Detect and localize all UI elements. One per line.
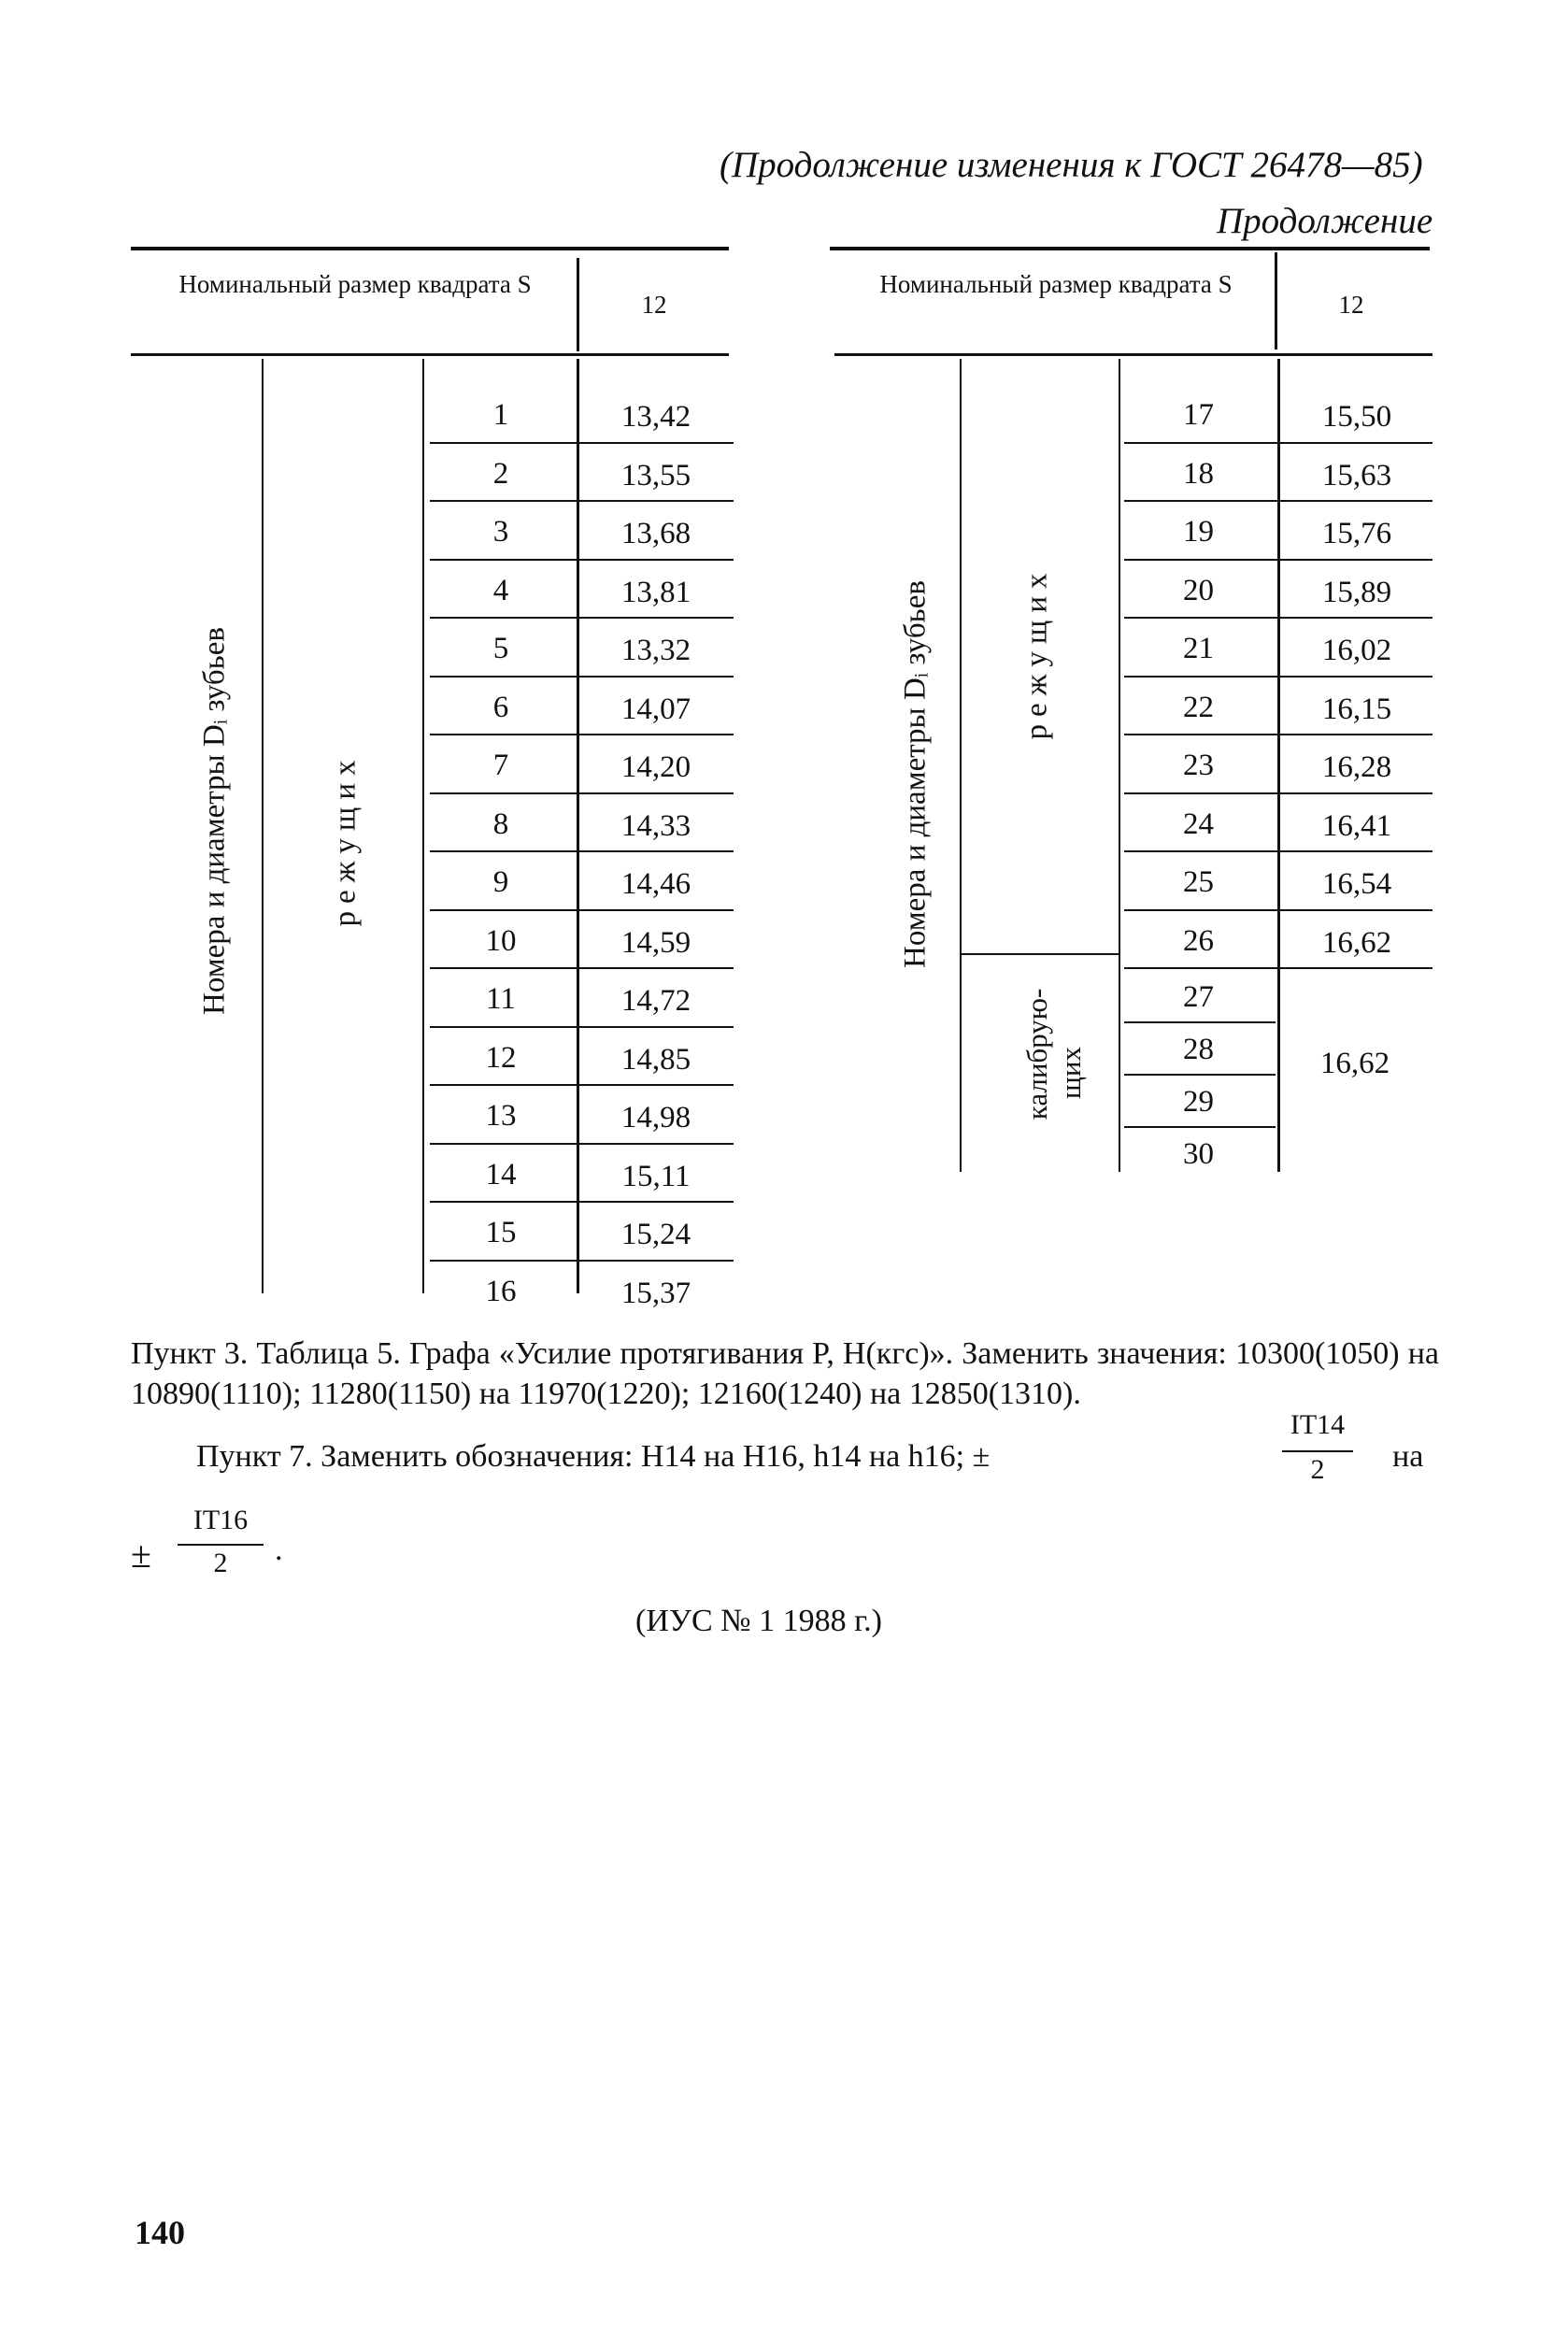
row-rule [1124, 1074, 1276, 1076]
row-number: 15 [485, 1216, 517, 1249]
row-number: 14 [485, 1157, 517, 1191]
row-rule [1124, 500, 1433, 502]
calib-row-number: 28 [1183, 1033, 1214, 1066]
row-diameter: 15,11 [621, 1159, 691, 1193]
fraction-1-bar [1282, 1450, 1353, 1452]
table-left-subgroup-label: режущих [328, 752, 363, 927]
row-diameter: 16,02 [1321, 634, 1392, 667]
row-diameter: 13,42 [620, 400, 691, 434]
paragraph-point-3: Пункт 3. Таблица 5. Графа «Усилие протягивания P, Н(кгс)». Заменить значения: 10300(1050) на 10890(1110); 11280(1150) на 11970(1220); 12160(1240) на 12850(1310). [131, 1336, 1439, 1411]
table-left-vline-2 [422, 359, 424, 1293]
row-diameter: 16,41 [1321, 808, 1392, 843]
table-left-row-group-label: Номера и диаметры Dᵢ зубьев [197, 627, 232, 1015]
row-number: 19 [1183, 515, 1214, 549]
fraction-1-numerator: IT14 [1290, 1409, 1346, 1440]
row-number: 18 [1183, 456, 1214, 491]
row-rule [1124, 559, 1433, 561]
row-number: 23 [1183, 749, 1214, 782]
fraction-1-denominator: 2 [1310, 1454, 1325, 1485]
row-diameter: 15,24 [620, 1218, 691, 1251]
table-right-subgroup-label-cutting: режущих [1019, 565, 1054, 740]
row-diameter: 14,46 [620, 867, 691, 901]
row-rule [430, 1084, 734, 1086]
row-rule [1124, 909, 1433, 911]
row-rule [430, 909, 734, 911]
calib-row-number: 27 [1183, 980, 1214, 1014]
row-diameter: 15,63 [1321, 458, 1392, 492]
plus-minus-sign: ± [131, 1534, 151, 1576]
row-diameter: 14,72 [620, 984, 691, 1018]
continuation-header: (Продолжение изменения к ГОСТ 26478—85) [720, 145, 1423, 185]
table-right-subgroup-label-calib-1: калибрую- [1020, 988, 1053, 1120]
row-number: 9 [492, 865, 509, 899]
row-rule [430, 617, 734, 619]
table-left-vline-1 [262, 359, 264, 1293]
row-diameter: 14,85 [620, 1042, 691, 1077]
fraction-2-numerator: IT16 [192, 1505, 249, 1535]
row-diameter: 13,32 [620, 634, 691, 667]
row-rule [1124, 1126, 1276, 1128]
row-diameter: 13,55 [620, 458, 691, 492]
row-diameter: 14,33 [620, 808, 691, 843]
row-rule [1124, 442, 1433, 444]
row-rule [430, 792, 734, 794]
row-diameter: 16,54 [1321, 867, 1392, 901]
fraction-2-bar [178, 1544, 264, 1546]
table-right-subgroup-separator [962, 953, 1120, 955]
paragraph-point-7-end: . [275, 1533, 283, 1567]
row-number: 4 [492, 573, 509, 607]
row-rule [1124, 1021, 1276, 1023]
table-right-row-group-label: Номера и диаметры Dᵢ зубьев [898, 580, 933, 968]
row-rule [1124, 850, 1433, 852]
fraction-2-denominator: 2 [213, 1548, 228, 1578]
row-number: 13 [485, 1099, 517, 1133]
row-diameter: 14,07 [620, 692, 691, 726]
row-rule [1124, 617, 1433, 619]
row-number: 25 [1183, 865, 1214, 899]
row-diameter: 13,81 [620, 575, 691, 609]
row-rule [430, 442, 734, 444]
row-number: 5 [492, 632, 509, 665]
row-number: 16 [485, 1274, 517, 1308]
table-left-value-header: 12 [641, 291, 667, 319]
table-right-col-header: Номинальный размер квадрата S [879, 270, 1233, 298]
row-number: 24 [1183, 806, 1214, 841]
row-number: 6 [492, 690, 509, 724]
row-number: 10 [485, 923, 517, 958]
table-left-vline-3 [577, 359, 579, 1293]
row-number: 26 [1183, 923, 1214, 958]
row-number: 2 [492, 456, 509, 491]
row-diameter: 14,98 [620, 1101, 691, 1134]
row-diameter: 16,28 [1321, 750, 1392, 784]
page-number: 140 [135, 2214, 185, 2251]
row-diameter: 14,59 [620, 925, 691, 960]
row-rule [430, 1260, 734, 1262]
row-number: 11 [486, 982, 516, 1016]
continuation-label: Продолжение [1217, 201, 1433, 241]
row-number: 20 [1183, 573, 1214, 607]
calib-row-number: 30 [1183, 1137, 1214, 1171]
row-rule [1124, 967, 1433, 969]
paragraph-point-7-word: на [1392, 1439, 1424, 1474]
row-diameter: 16,15 [1321, 692, 1392, 726]
table-right-top-rule [830, 247, 1430, 250]
row-number: 17 [1183, 398, 1214, 432]
row-rule [430, 850, 734, 852]
row-diameter: 15,89 [1321, 575, 1392, 609]
row-rule [430, 1143, 734, 1145]
row-number: 1 [492, 398, 509, 432]
row-rule [430, 967, 734, 969]
table-left-col-header: Номинальный размер квадрата S [178, 270, 532, 298]
row-diameter: 16,62 [1321, 925, 1392, 960]
row-rule [1124, 792, 1433, 794]
table-right-calib-value: 16,62 [1319, 1047, 1390, 1080]
row-number: 21 [1183, 632, 1214, 665]
row-rule [430, 500, 734, 502]
row-diameter: 15,37 [620, 1276, 691, 1310]
table-right-vline-1 [960, 359, 962, 1172]
table-right-subgroup-label-calib-2: щих [1054, 1047, 1087, 1099]
row-number: 12 [485, 1040, 517, 1075]
source-reference: (ИУС № 1 1988 г.) [635, 1604, 882, 1638]
table-right-value-header: 12 [1338, 291, 1364, 319]
row-rule [430, 734, 734, 735]
table-right-header-rule [834, 353, 1433, 356]
row-diameter: 15,76 [1321, 517, 1392, 550]
row-rule [1124, 676, 1433, 678]
row-diameter: 14,20 [620, 750, 691, 784]
row-rule [430, 1026, 734, 1028]
row-number: 3 [492, 515, 509, 549]
calib-row-number: 29 [1183, 1085, 1214, 1119]
row-diameter: 15,50 [1321, 400, 1392, 434]
row-rule [430, 1201, 734, 1203]
row-number: 22 [1183, 690, 1214, 724]
paragraph-point-7: Пункт 7. Заменить обозначения: H14 на H16, h14 на h16; ± [196, 1439, 991, 1474]
row-rule [430, 676, 734, 678]
row-number: 8 [492, 806, 509, 841]
table-right-vline-2 [1119, 359, 1120, 1172]
row-number: 7 [492, 749, 509, 782]
row-rule [1124, 734, 1433, 735]
table-left-top-rule [131, 247, 729, 250]
row-diameter: 13,68 [620, 517, 691, 550]
table-left-header-rule [131, 353, 729, 356]
row-rule [430, 559, 734, 561]
